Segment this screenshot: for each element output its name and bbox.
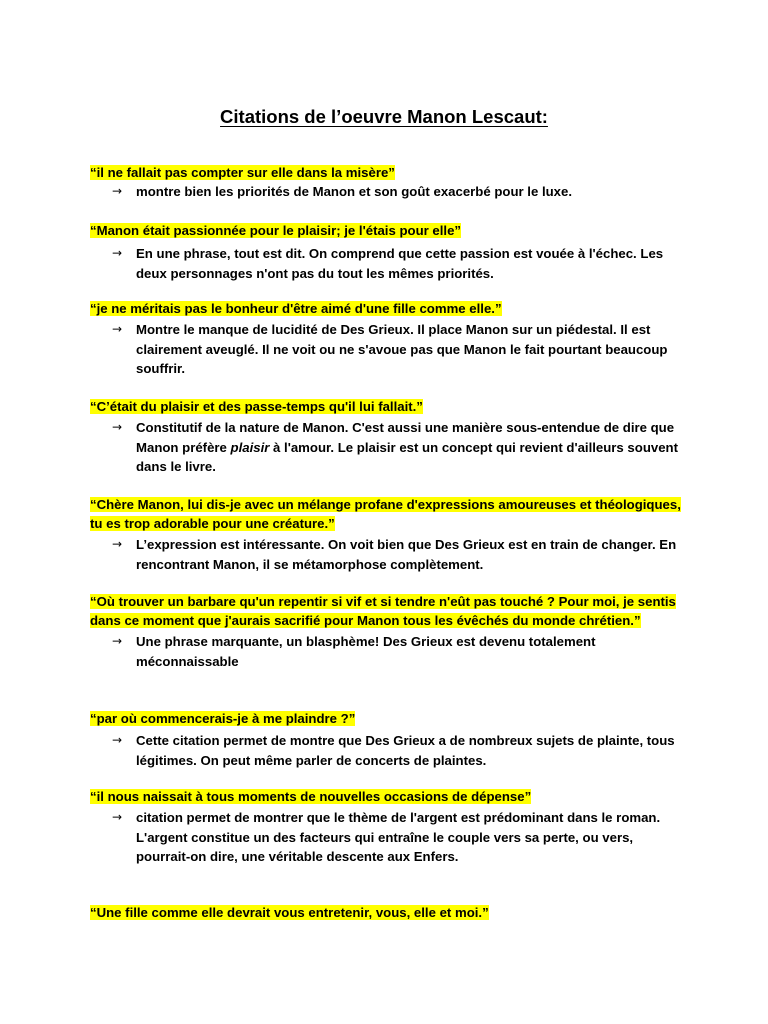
arrow-icon: →: [112, 733, 123, 747]
quote-8: [90, 787, 690, 806]
quote-7-text: “par où commencerais-je à me plaindre ?”: [90, 711, 356, 726]
comment-8: [90, 808, 690, 867]
arrow-icon: →: [112, 810, 123, 824]
comment-7-text: Cette citation permet de montre que Des Grieux a de nombreux sujets de plainte, tous légitimes. On peut même parler de concerts de plaintes.: [136, 733, 675, 768]
arrow-icon: →: [112, 634, 123, 648]
quote-6: [90, 592, 690, 630]
quote-7: [90, 709, 690, 728]
quote-block-2: [90, 221, 690, 283]
quote-1: [90, 163, 690, 182]
comment-6-text: Une phrase marquante, un blasphème! Des Grieux est devenu totalement méconnaissable: [136, 634, 596, 669]
quote-block-6: [90, 592, 690, 671]
comment-1-text: montre bien les priorités de Manon et son goût exacerbé pour le luxe.: [136, 184, 573, 199]
quote-block-5: [90, 495, 690, 574]
comment-4-emphasis: plaisir: [230, 439, 270, 455]
quote-6-text: “Où trouver un barbare qu'un repentir si vif et si tendre n'eût pas touché ? Pour moi, je sentis dans ce moment que j'aurais sacrifié pour Manon tous les évêchés du monde chrétien.”: [90, 594, 676, 628]
quote-block-8: [90, 787, 690, 867]
arrow-icon: →: [112, 420, 123, 434]
quote-block-1: [90, 163, 690, 202]
comment-3: [90, 320, 690, 379]
arrow-icon: →: [112, 322, 123, 336]
arrow-icon: →: [112, 537, 123, 551]
comment-8-text: citation permet de montrer que le thème de l'argent est prédominant dans le roman. L'argent constitue un des facteurs qui entraîne le couple vers sa perte, ou vers, pourrait-on dire, une véritable descente aux Enfers.: [136, 810, 661, 864]
quote-9: [90, 903, 690, 922]
quote-4-text: “C’était du plaisir et des passe-temps qu'il lui fallait.”: [90, 399, 423, 414]
comment-3-text: Montre le manque de lucidité de Des Grieux. Il place Manon sur un piédestal. Il est clairement aveuglé. Il ne voit ou ne s'avoue pas que Manon le fait pourtant beaucoup souffrir.: [136, 322, 668, 376]
arrow-icon: →: [112, 184, 123, 198]
comment-4-text-b: à l'amour. Le plaisir est un concept qui revient d'ailleurs souvent dans le livre.: [136, 439, 678, 474]
quote-block-7: [90, 709, 690, 770]
quote-block-4: [90, 397, 690, 477]
quote-block-9: [90, 903, 690, 922]
quote-block-3: [90, 299, 690, 379]
comment-4: [90, 418, 690, 477]
arrow-icon: →: [112, 246, 123, 260]
quote-4: [90, 397, 690, 416]
comment-2-text: En une phrase, tout est dit. On comprend que cette passion est vouée à l'échec. Les deux personnages n'ont pas du tout les mêmes priorités.: [136, 246, 664, 281]
comment-5: [90, 535, 690, 574]
document-title: Citations de l’oeuvre Manon Lescaut:: [220, 106, 548, 128]
quote-2: [90, 221, 690, 240]
quote-3: [90, 299, 690, 318]
quote-2-text: “Manon était passionnée pour le plaisir; je l'étais pour elle”: [90, 223, 462, 238]
quote-9-text: “Une fille comme elle devrait vous entretenir, vous, elle et moi.”: [90, 905, 489, 920]
comment-2: [90, 244, 690, 283]
comment-7: [90, 731, 690, 770]
quote-5-text: “Chère Manon, lui dis-je avec un mélange profane d'expressions amoureuses et théologiques, tu es trop adorable pour une créature.”: [90, 497, 681, 531]
comment-4-text-a: Constitutif de la nature de Manon. C'est aussi une manière sous-entendue de dire que Manon préfère: [136, 420, 675, 455]
quote-1-text: “il ne fallait pas compter sur elle dans la misère”: [90, 165, 395, 180]
quote-3-text: “je ne méritais pas le bonheur d'être aimé d'une fille comme elle.”: [90, 301, 502, 316]
comment-1: [90, 182, 690, 202]
quote-5: [90, 495, 690, 533]
comment-5-text: L’expression est intéressante. On voit bien que Des Grieux est en train de changer. En rencontrant Manon, il se métamorphose complètement.: [136, 537, 677, 572]
comment-6: [90, 632, 690, 671]
quote-8-text: “il nous naissait à tous moments de nouvelles occasions de dépense”: [90, 789, 532, 804]
